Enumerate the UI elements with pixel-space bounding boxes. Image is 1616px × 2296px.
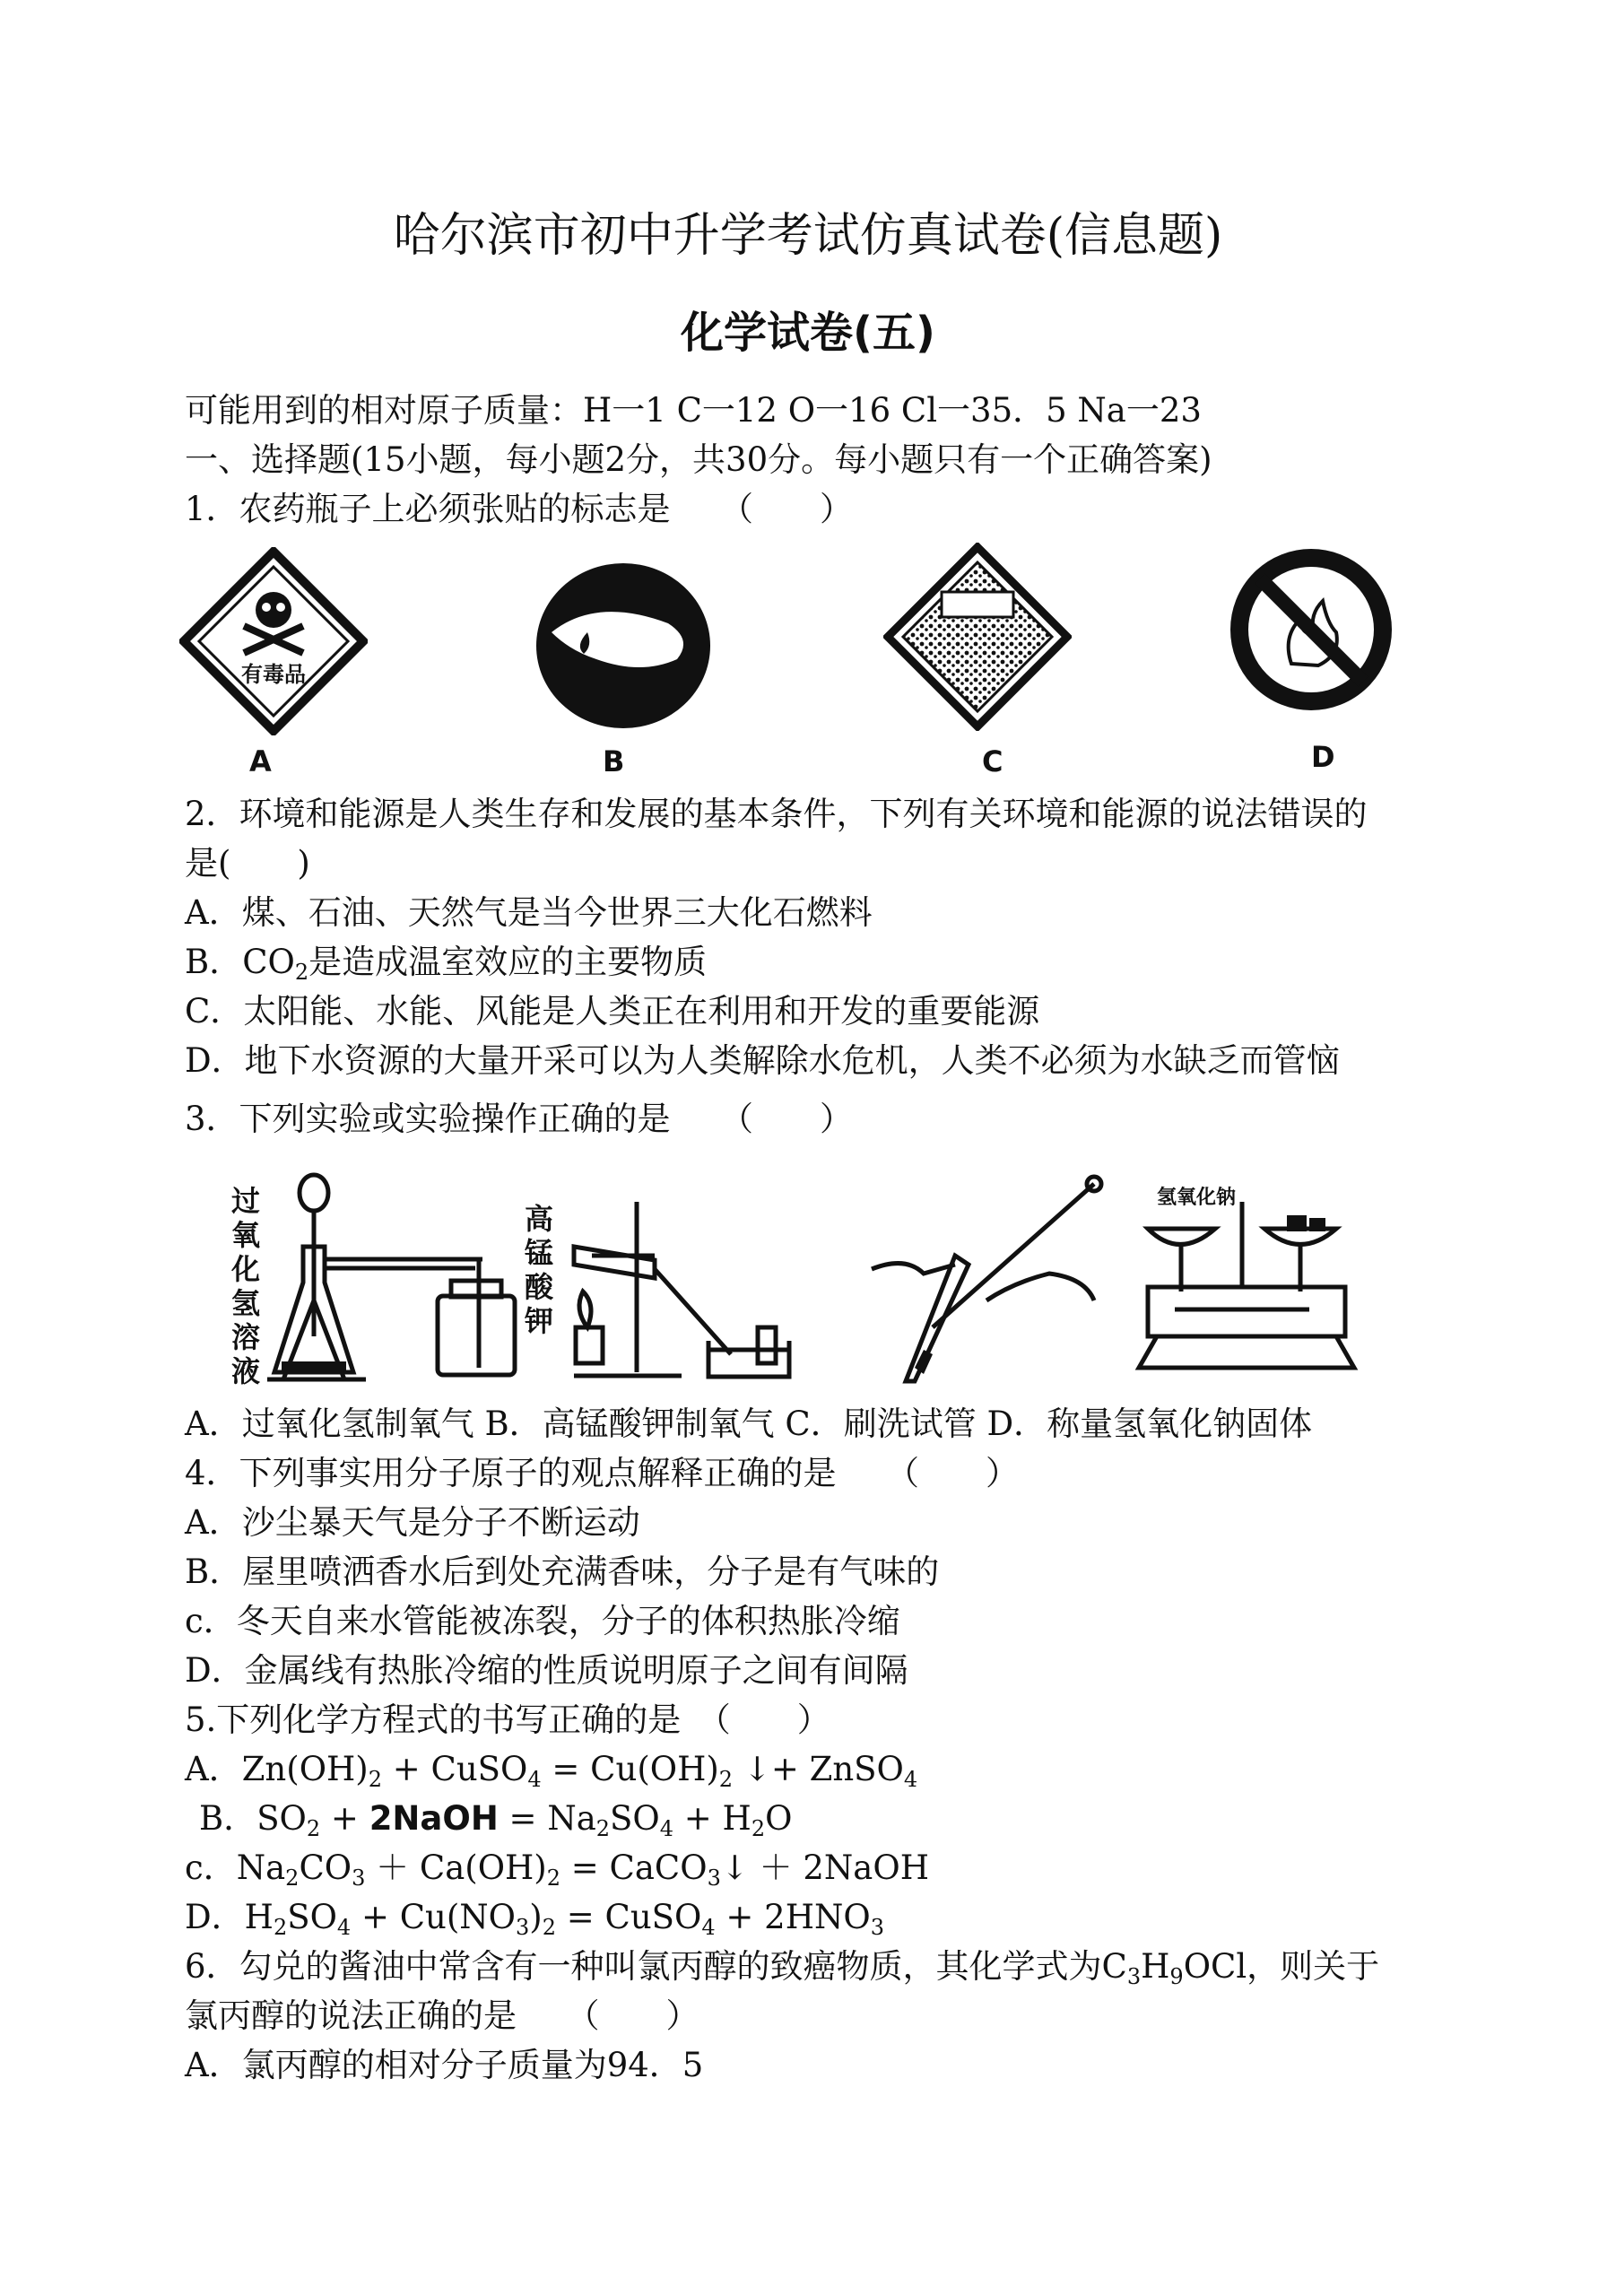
eq-part: + CuSO	[382, 1750, 528, 1788]
corrosive-sign-icon	[534, 561, 713, 731]
paper-subtitle: 化学试卷(五)	[681, 308, 935, 358]
eq-part: SO	[287, 1898, 337, 1936]
eq-part: = Cu(OH)	[541, 1750, 719, 1788]
q1-label-a: A	[249, 744, 272, 778]
q4-stem: 4．下列事实用分子原子的观点解释正确的是 （ ）	[185, 1454, 1020, 1492]
eq-part: CO	[299, 1848, 352, 1887]
q6-stem-part: 6．勾兑的酱油中常含有一种叫氯丙醇的致癌物质，其化学式为C	[185, 1947, 1127, 1986]
q1-stem: 1．农药瓶子上必须张贴的标志是 （ ）	[185, 490, 854, 528]
eq-sub: 4	[701, 1915, 716, 1940]
eq-part: O	[765, 1799, 793, 1838]
eq-part: + 2HNO	[715, 1898, 871, 1936]
eq-part: )	[529, 1898, 543, 1936]
q6-stem-sub: 9	[1169, 1964, 1184, 1989]
q2-stem-line2: 是( )	[185, 844, 310, 883]
eq-part: A．Zn(OH)	[185, 1750, 369, 1788]
q2-option-d: D．地下水资源的大量开采可以为人类解除水危机，人类不必须为水缺乏而管恼	[185, 1041, 1340, 1080]
eq-part: 2NaOH	[369, 1799, 499, 1838]
q5-option-d	[185, 1895, 884, 1950]
eq-sub: 4	[527, 1767, 542, 1792]
q2-option-b-post: 是造成温室效应的主要物质	[308, 943, 708, 981]
eq-part: = Na	[498, 1799, 596, 1838]
q4-option-d: D．金属线有热胀冷缩的性质说明原子之间有间隔	[185, 1651, 908, 1690]
eq-sub: 3	[707, 1866, 721, 1891]
q6-stem-part: OCl，则关于	[1183, 1947, 1380, 1986]
eq-sub: 2	[285, 1866, 300, 1891]
balance-scale-icon	[1130, 1184, 1363, 1386]
q4-option-c: c．冬天自来水管能被冻裂，分子的体积热胀冷缩	[185, 1602, 900, 1640]
hazard-sign-icon	[883, 543, 1072, 731]
eq-sub: 2	[546, 1866, 561, 1891]
q6-stem-line2: 氯丙醇的说法正确的是 （ ）	[185, 1996, 699, 2035]
q6-option-a: A．氯丙醇的相对分子质量为94．5	[185, 2046, 704, 2084]
eq-sub: 2	[718, 1767, 734, 1792]
eq-sub: 2	[595, 1816, 611, 1841]
q1-label-c: C	[982, 744, 1003, 778]
eq-sub: 2	[542, 1915, 556, 1940]
test-tube-brush-icon	[870, 1166, 1112, 1386]
q2-option-a: A．煤、石油、天然气是当今世界三大化石燃料	[185, 893, 873, 932]
q5-stem: 5.下列化学方程式的书写正确的是 （ ）	[185, 1700, 830, 1739]
q1-label-b: B	[603, 744, 625, 778]
eq-sub: 3	[352, 1866, 366, 1891]
q3-fig-b-label: 高锰酸钾	[525, 1202, 554, 1338]
q4-option-a: A．沙尘暴天气是分子不断运动	[185, 1503, 640, 1542]
flask-apparatus-icon	[267, 1166, 554, 1386]
atomic-masses: 可能用到的相对原子质量：H一1 C一12 O一16 Cl一35．5 Na一23	[185, 391, 1202, 430]
q1-label-d: D	[1311, 740, 1335, 774]
q4-option-b: B．屋里喷洒香水后到处充满香味，分子是有气味的	[185, 1552, 940, 1591]
toxic-sign-text: 有毒品	[241, 662, 306, 687]
eq-sub: 4	[659, 1816, 674, 1841]
q3-stem: 3．下列实验或实验操作正确的是 （ ）	[185, 1100, 854, 1138]
q2-stem-line1: 2．环境和能源是人类生存和发展的基本条件，下列有关环境和能源的说法错误的	[185, 795, 1368, 833]
eq-sub: 2	[368, 1767, 383, 1792]
eq-part: +	[320, 1799, 369, 1838]
no-fire-sign-icon	[1229, 547, 1394, 713]
q3-fig-d-label: 氢氧化钠	[1157, 1187, 1237, 1209]
eq-sub: 2	[273, 1915, 288, 1940]
eq-sub: 3	[870, 1915, 884, 1940]
eq-sub: 4	[903, 1767, 918, 1792]
q2-option-b-sub: 2	[294, 960, 309, 985]
eq-part: ↓+ ZnSO	[733, 1750, 904, 1788]
q3-options: A．过氧化氢制氧气 B．高锰酸钾制氧气 C．刷洗试管 D．称量氢氧化钠固体	[185, 1405, 1313, 1443]
q5-option-a	[185, 1747, 917, 1802]
q2-option-b	[185, 940, 707, 995]
q2-option-c: C．太阳能、水能、风能是人类正在利用和开发的重要能源	[185, 992, 1040, 1031]
eq-part: + Cu(NO	[351, 1898, 516, 1936]
q3-fig-a-label: 过氧化氢溶液	[231, 1184, 261, 1388]
eq-sub: 4	[336, 1915, 352, 1940]
q6-stem-part: H	[1141, 1947, 1170, 1986]
eq-part: D．H	[185, 1898, 274, 1936]
eq-sub: 2	[306, 1816, 321, 1841]
exam-title: 哈尔滨市初中升学考试仿真试卷(信息题)	[393, 209, 1223, 263]
eq-part: = CaCO	[560, 1848, 708, 1887]
eq-sub: 2	[751, 1816, 766, 1841]
eq-part: = CuSO	[556, 1898, 702, 1936]
eq-part: B．SO	[199, 1799, 307, 1838]
q2-option-b-pre: B．CO	[185, 943, 295, 981]
section-heading: 一、选择题(15小题，每小题2分，共30分。每小题只有一个正确答案)	[185, 440, 1212, 479]
eq-part: c．Na	[185, 1848, 286, 1887]
kmno4-apparatus-icon	[556, 1193, 803, 1386]
q6-stem-line1	[185, 1944, 1379, 1999]
eq-part: ↓ ＋ 2NaOH	[720, 1848, 929, 1887]
eq-part: ＋ Ca(OH)	[365, 1848, 547, 1887]
q5-option-b	[199, 1796, 792, 1851]
toxic-sign-icon	[179, 547, 368, 735]
eq-sub: 3	[516, 1915, 530, 1940]
eq-part: SO	[610, 1799, 660, 1838]
q5-option-c	[185, 1846, 929, 1900]
q6-stem-sub: 3	[1126, 1964, 1142, 1989]
eq-part: + H	[673, 1799, 752, 1838]
